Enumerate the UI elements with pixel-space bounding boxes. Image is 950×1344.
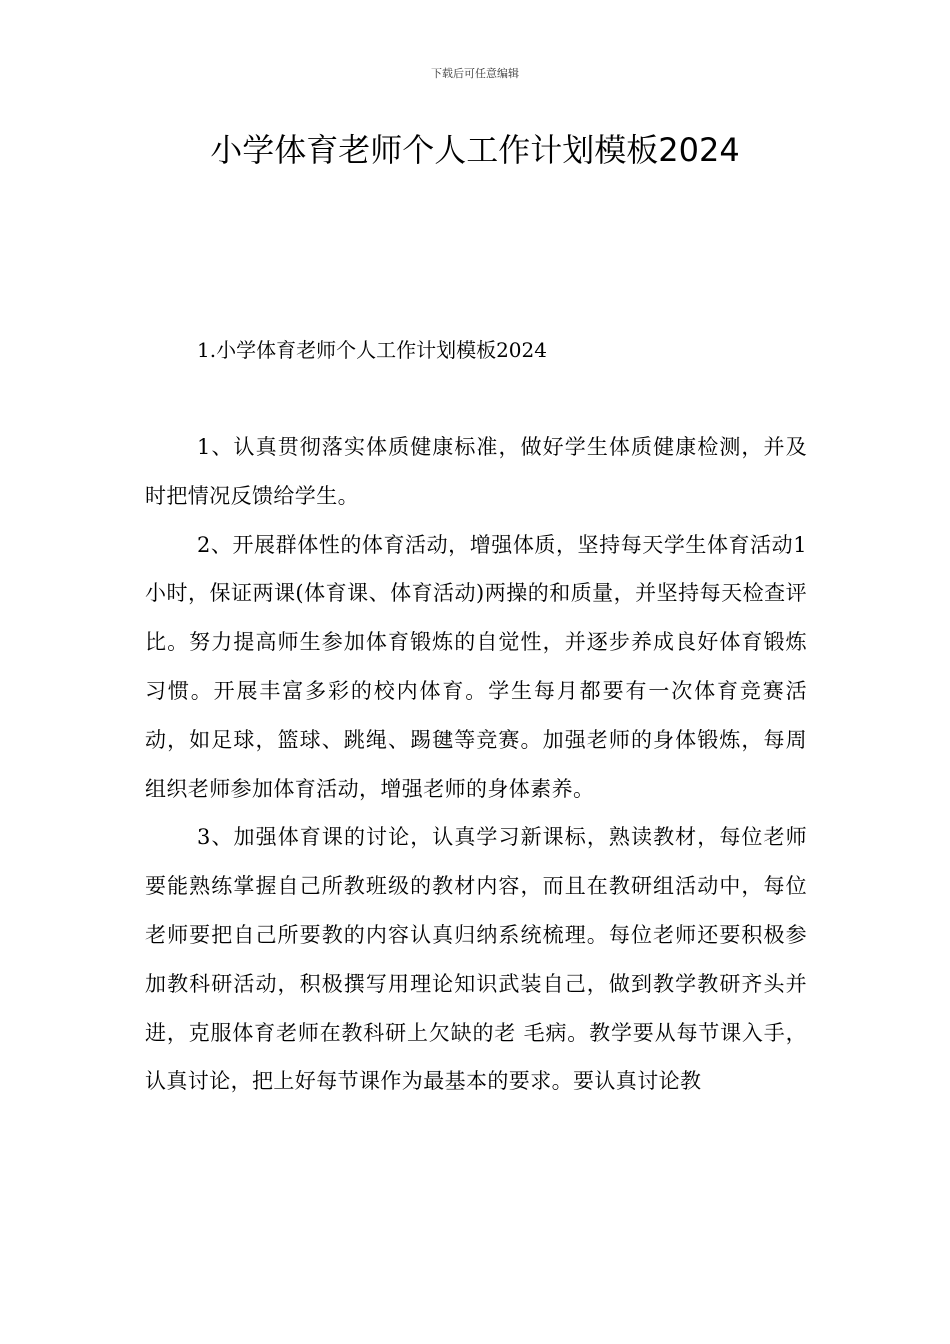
section-heading: 1.小学体育老师个人工作计划模板2024	[197, 338, 547, 362]
header-note: 下载后可任意编辑	[431, 67, 519, 80]
paragraph-1: 1、认真贯彻落实体质健康标准，做好学生体质健康检测，并及时把情况反馈给学生。	[145, 435, 807, 508]
body-text	[145, 423, 807, 1106]
paragraph-2: 2、开展群体性的体育活动，增强体质，坚持每天学生体育活动1小时，保证两课(体育课、体育活动)两操的和质量，并坚持每天检查评比。努力提高师生参加体育锻炼的自觉性，并逐步养成良好体育锻炼习惯。开展丰富多彩的校内体育。学生每月都要有一次体育竞赛活动，如足球，篮球、跳绳、踢毽等竞赛。加强老师的身体锻炼，每周组织老师参加体育活动，增强老师的身体素养。	[145, 532, 807, 801]
paragraph-3: 3、加强体育课的讨论，认真学习新课标，熟读教材，每位老师要能熟练掌握自己所教班级的教材内容，而且在教研组活动中，每位老师要把自己所要教的内容认真归纳系统梳理。每位老师还要积极参加教科研活动，积极撰写用理论知识武装自己，做到教学教研齐头并进，克服体育老师在教科研上欠缺的老 毛病。教学要从每节课入手，认真讨论，把上好每节课作为最基本的要求。要认真讨论教	[145, 825, 807, 1094]
document-title: 小学体育老师个人工作计划模板2024	[210, 131, 740, 169]
